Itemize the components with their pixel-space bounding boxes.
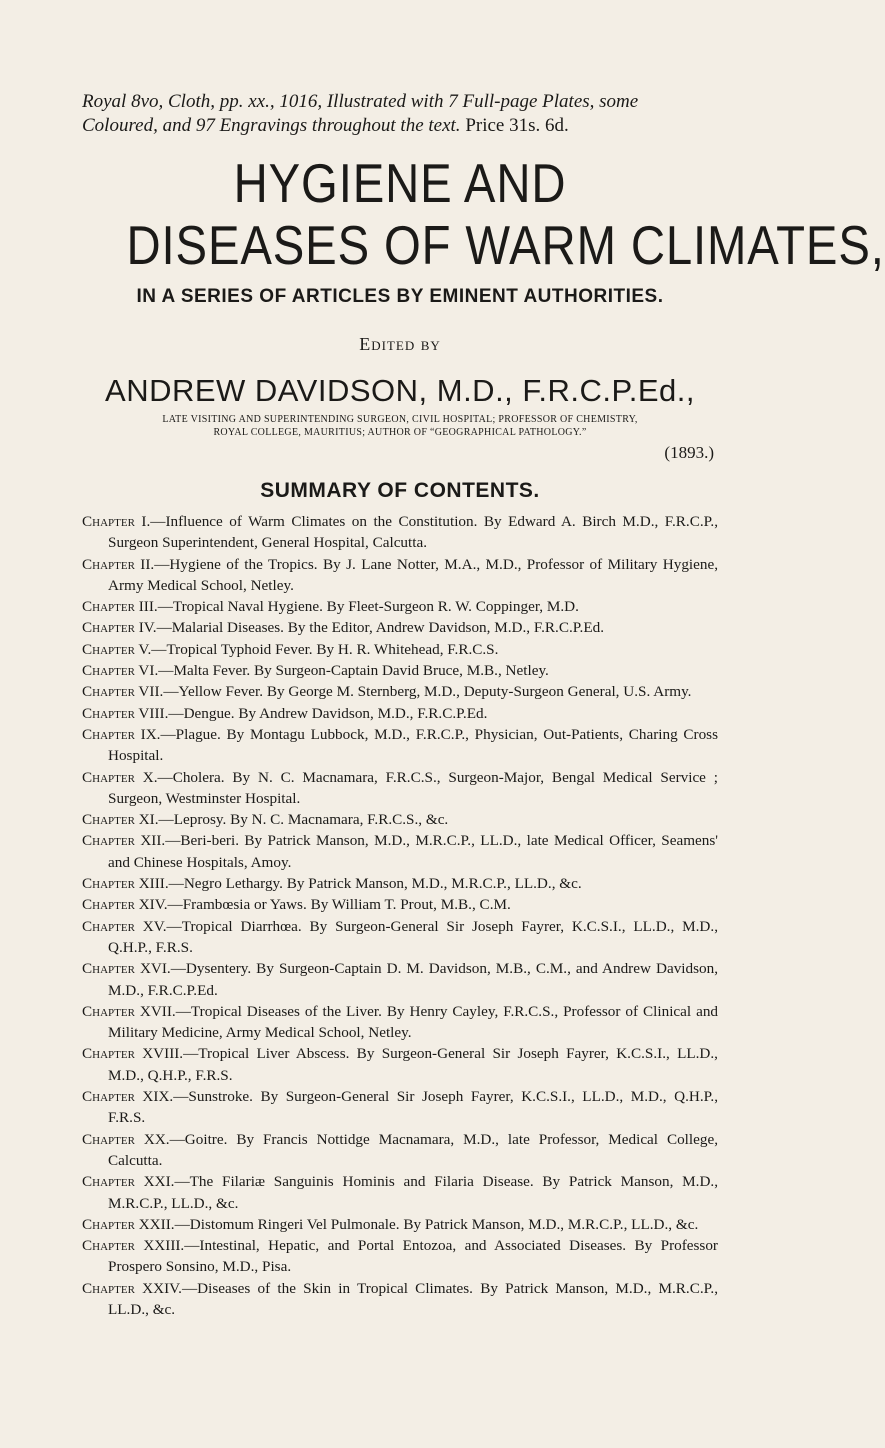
chapter-entry [82, 554, 718, 597]
chapter-entry [82, 617, 718, 638]
chapter-label: Chapter XII. [82, 832, 166, 850]
chapter-label: Chapter VI. [82, 662, 159, 680]
chapter-text: —Dysentery. By Surgeon-Captain D. M. Davidson, M.B., C.M., and Andrew Davidson, M.D., F.R.C.P.Ed. [108, 960, 718, 999]
chapter-text: —Goitre. By Francis Nottidge Macnamara, M.D., late Professor, Medical College, Calcutta. [108, 1130, 718, 1169]
chapter-entry [82, 958, 718, 1001]
chapter-text: —Tropical Diseases of the Liver. By Henry Cayley, F.R.C.S., Professor of Clinical and Military Medicine, Army Medical School, Netley. [108, 1002, 719, 1042]
chapter-text: —Cholera. By N. C. Macnamara, F.R.C.S., Surgeon-Major, Bengal Medical Service ; Surgeon, Westminster Hospital. [108, 768, 718, 807]
chapter-label: Chapter IV. [82, 619, 157, 637]
book-title-line-2: DISEASES OF WARM CLIMATES, [126, 214, 885, 276]
chapter-label: Chapter XXIV. [82, 1279, 182, 1297]
chapter-text: —Negro Lethargy. By Patrick Manson, M.D., M.R.C.P., LL.D., &c. [168, 875, 582, 893]
chapter-label: Chapter III. [82, 598, 158, 616]
chapter-entry [82, 1043, 718, 1086]
chapter-label: Chapter V. [82, 640, 152, 658]
chapter-entry [82, 681, 718, 702]
chapter-entry [82, 1171, 718, 1214]
price: Price 31s. 6d. [465, 115, 569, 136]
chapter-text: —Diseases of the Skin in Tropical Climates. By Patrick Manson, M.D., M.R.C.P., LL.D., &c. [108, 1279, 718, 1318]
chapter-text: —Influence of Warm Climates on the Constitution. By Edward A. Birch M.D., F.R.C.P., Surgeon Superintendent, General Hospital, Calcutta. [108, 513, 718, 552]
chapter-label: Chapter XX. [82, 1130, 170, 1148]
chapter-entry [82, 767, 718, 810]
chapter-text: —Tropical Typhoid Fever. By H. R. Whitehead, F.R.C.S. [151, 640, 499, 658]
chapter-text: —The Filariæ Sanguinis Hominis and Filaria Disease. By Patrick Manson, M.D., M.R.C.P., LL.D., &c. [108, 1173, 719, 1212]
chapter-text: —Malarial Diseases. By the Editor, Andrew Davidson, M.D., F.R.C.P.Ed. [156, 619, 605, 637]
chapter-label: Chapter XVIII. [82, 1045, 184, 1063]
chapter-entry [82, 1129, 718, 1172]
chapter-text: —Frambœsia or Yaws. By William T. Prout, M.B., C.M. [167, 896, 511, 914]
chapter-label: Chapter I. [82, 513, 151, 530]
chapter-entry [82, 511, 718, 554]
chapter-label: Chapter XI. [82, 811, 159, 829]
chapter-label: Chapter XVII. [82, 1002, 176, 1020]
chapter-text: —Distomum Ringeri Vel Pulmonale. By Patrick Manson, M.D., M.R.C.P., LL.D., &c. [174, 1215, 699, 1233]
chapter-text: —Malta Fever. By Surgeon-Captain David Bruce, M.B., Netley. [158, 662, 549, 680]
editor-name: ANDREW DAVIDSON, M.D., F.R.C.P.Ed., [105, 373, 695, 408]
chapter-label: Chapter XVI. [82, 960, 171, 978]
book-subtitle: IN A SERIES OF ARTICLES BY EMINENT AUTHORITIES. [136, 286, 664, 307]
chapter-label: Chapter XIX. [82, 1088, 174, 1106]
chapter-text: —Beri-beri. By Patrick Manson, M.D., M.R.C.P., LL.D., late Medical Officer, Seamens' and Chinese Hospitals, Amoy. [108, 832, 718, 871]
book-title-line-1: HYGIENE AND [233, 152, 567, 214]
chapter-entry [82, 916, 718, 959]
chapter-entry [82, 703, 718, 724]
chapter-text: —Tropical Naval Hygiene. By Fleet-Surgeon R. W. Coppinger, M.D. [157, 598, 579, 616]
chapter-list [82, 511, 718, 1320]
chapter-entry [82, 1214, 718, 1235]
chapter-text: —Dengue. By Andrew Davidson, M.D., F.R.C.P.Ed. [168, 704, 488, 722]
chapter-label: Chapter VII. [82, 683, 164, 701]
publication-year: (1893.) [664, 443, 714, 462]
chapter-label: Chapter XIII. [82, 875, 169, 893]
chapter-text: —Hygiene of the Tropics. By J. Lane Notter, M.A., M.D., Professor of Military Hygiene, Army Medical School, Netley. [108, 555, 719, 594]
chapter-label: Chapter XXII. [82, 1215, 175, 1233]
chapter-text: —Intestinal, Hepatic, and Portal Entozoa, and Associated Diseases. By Professor Prospero Sonsino, M.D., Pisa. [108, 1237, 718, 1276]
chapter-text: —Sunstroke. By Surgeon-General Sir Joseph Fayrer, K.C.S.I., LL.D., M.D., Q.H.P., F.R.S. [108, 1088, 719, 1127]
chapter-entry [82, 830, 718, 873]
chapter-label: Chapter X. [82, 768, 158, 786]
publication-details-text: Royal 8vo, Cloth, pp. xx., 1016, Illustrated with 7 Full-page Plates, some Coloured, and 97 Engravings throughout the text. [82, 91, 639, 136]
chapter-text: —Plague. By Montagu Lubbock, M.D., F.R.C.P., Physician, Out-Patients, Charing Cross Hospital. [108, 725, 719, 765]
chapter-label: Chapter XV. [82, 917, 167, 935]
chapter-text: —Tropical Liver Abscess. By Surgeon-General Sir Joseph Fayrer, K.C.S.I., LL.D., M.D., Q.H.P., F.R.S. [108, 1045, 718, 1084]
chapter-entry [82, 596, 718, 617]
chapter-entry [82, 894, 718, 915]
chapter-label: Chapter IX. [82, 725, 161, 743]
chapter-label: Chapter XIV. [82, 896, 168, 914]
chapter-entry [82, 1086, 718, 1129]
chapter-entry [82, 873, 718, 894]
chapter-label: Chapter VIII. [82, 704, 169, 722]
chapter-label: Chapter XXI. [82, 1173, 175, 1191]
chapter-text: —Leprosy. By N. C. Macnamara, F.R.C.S., &c. [158, 811, 449, 829]
editor-description-line-2: ROYAL COLLEGE, MAURITIUS; AUTHOR OF “GEOGRAPHICAL PATHOLOGY.” [213, 427, 587, 438]
publication-details [82, 90, 718, 138]
chapter-text: —Yellow Fever. By George M. Sternberg, M.D., Deputy-Surgeon General, U.S. Army. [163, 683, 692, 701]
edited-by-label: Edited by [359, 334, 441, 354]
chapter-entry [82, 809, 718, 830]
chapter-entry [82, 1001, 718, 1044]
summary-heading: SUMMARY OF CONTENTS. [260, 479, 540, 502]
chapter-entry [82, 639, 718, 660]
chapter-text: —Tropical Diarrhœa. By Surgeon-General Sir Joseph Fayrer, K.C.S.I., LL.D., M.D., Q.H.P., F.R.S. [108, 917, 718, 956]
chapter-entry [82, 724, 718, 767]
chapter-entry [82, 1235, 718, 1278]
editor-description [82, 413, 718, 439]
chapter-label: Chapter XXIII. [82, 1237, 185, 1255]
editor-description-line-1: LATE VISITING AND SUPERINTENDING SURGEON, CIVIL HOSPITAL; PROFESSOR OF CHEMISTRY, [162, 414, 638, 425]
chapter-entry [82, 1278, 718, 1321]
chapter-label: Chapter II. [82, 555, 155, 573]
chapter-entry [82, 660, 718, 681]
